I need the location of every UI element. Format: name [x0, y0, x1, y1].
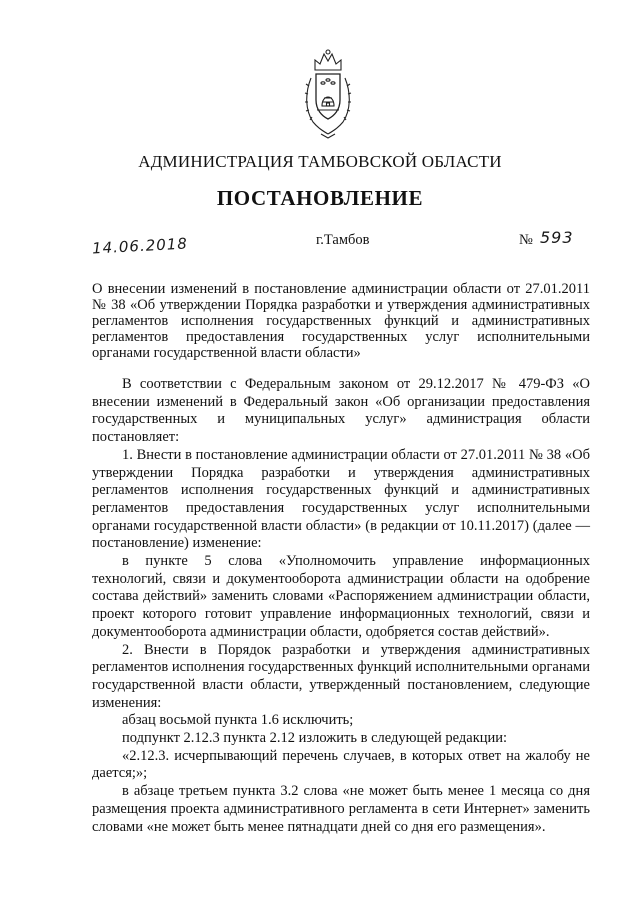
document-date: 14.06.2018 — [91, 234, 189, 258]
document-type-title: ПОСТАНОВЛЕНИЕ — [216, 186, 424, 210]
paragraph-preamble: В соответствии с Федеральным законом от 29.12.2017 № 479-ФЗ «О внесении изменений в Федеральный закон «Об организации предоставления государственных и муниципальных услуг» администрация области постановляет: — [92, 376, 590, 446]
paragraph-item-2-change-2: подпункт 2.12.3 пункта 2.12 изложить в следующей редакции: — [122, 730, 508, 747]
paragraph-item-1-change: в пункте 5 слова «Уполномочить управление информационных технологий, связи и документооборота администрации области на одобрение состава действий» заменить словами «Распоряжением администрации области, проект которого готовит управление информационных технологий, связи и документооборота администрации области, одобряется состав действий». — [92, 553, 590, 640]
document-city: г.Тамбов — [316, 232, 370, 248]
paragraph-item-2-change-3: в абзаце третьем пункта 3.2 слова «не может быть менее 1 месяца со дня размещения проекта административного регламента в сети Интернет» заменить словами «не может быть менее пятнадцати дней со дня его размещения». — [92, 783, 590, 835]
coat-of-arms-emblem — [303, 48, 353, 140]
paragraph-item-1: 1. Внести в постановление администрации области от 27.01.2011 № 38 «Об утверждении Порядка разработки и утверждения административных регламентов исполнения государственных функций и административных регламентов предоставления государственных услуг исполнительными органами государственной власти области» (в редакции от 10.11.2017) (далее — постановление) изменение: — [92, 446, 590, 552]
document-number-label: № — [519, 232, 533, 248]
organization-name: АДМИНИСТРАЦИЯ ТАМБОВСКОЙ ОБЛАСТИ — [138, 152, 502, 171]
paragraph-item-2: 2. Внести в Порядок разработки и утверждения административных регламентов исполнения государственных функций исполнительными органами государственной власти области, утвержденный постановлением, следующие изменения: — [92, 641, 590, 711]
document-body — [92, 376, 590, 836]
document-number: 593 — [540, 228, 574, 247]
document-subject: О внесении изменений в постановление администрации области от 27.01.2011 № 38 «Об утверждении Порядка разработки и утверждения административных регламентов исполнения государственных функций и административных регламентов предоставления государственных услуг исполнительными органами государственной власти области» — [92, 281, 590, 361]
paragraph-item-2-change-2-text: «2.12.3. исчерпывающий перечень случаев, в которых ответ на жалобу не дается;»; — [92, 747, 590, 782]
paragraph-item-2-change-1: абзац восьмой пункта 1.6 исключить; — [122, 712, 354, 729]
